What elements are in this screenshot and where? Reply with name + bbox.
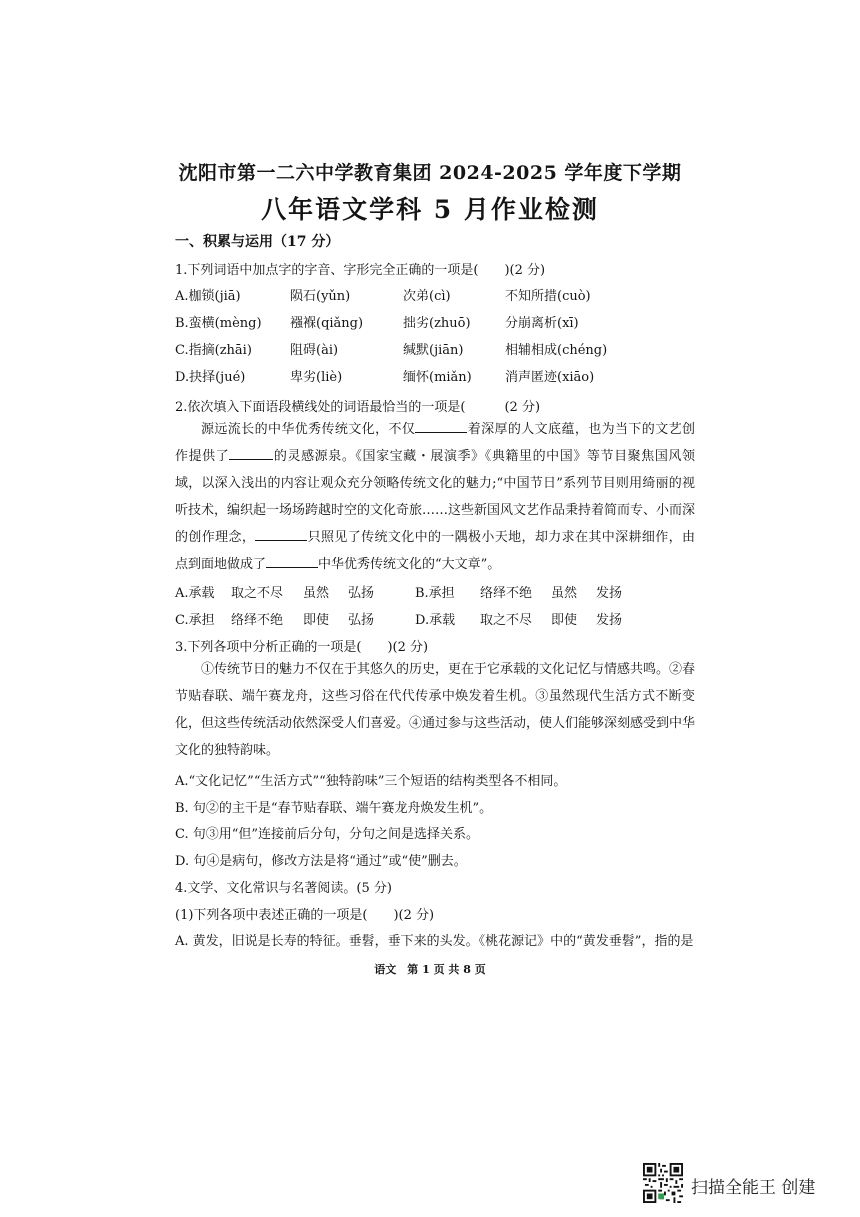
q1-option-word: D.抉择(jué) — [175, 370, 246, 385]
q1-stem: 1.下列词语中加点字的字音、字形完全正确的一项是( )(2 分) — [175, 263, 546, 278]
qr-code-icon — [643, 1163, 683, 1203]
q2-option-word: C.承担 — [175, 613, 215, 628]
q1-option-word: 不知所措(cuò) — [505, 289, 591, 304]
scanner-watermark — [643, 1163, 843, 1203]
q2-passage-text: 只照见了传统文化中的一隅极小天地，却力求在其中深耕细作，由点到面地做成了 — [175, 530, 695, 572]
q2-passage-text: 中华优秀传统文化的“大文章”。 — [318, 557, 501, 572]
q2-option-word: 取之不尽 — [231, 586, 284, 601]
q3-option-d: D. 句④是病句，修改方法是将“通过”或“使”删去。 — [175, 854, 467, 869]
q1-option-word: B.蛮横(mèng) — [175, 316, 262, 331]
q1-option-word: 阻碍(ài) — [290, 343, 339, 358]
q2-option-word: 虽然 — [551, 586, 578, 601]
answer-blank — [266, 555, 318, 568]
page-footer: 语文 第 1 页 共 8 页 — [374, 963, 486, 976]
q2-option-word: 即使 — [551, 613, 578, 628]
answer-blank — [229, 447, 273, 460]
q1-option-word: 缄默(jiān) — [403, 343, 464, 358]
q4-sub1-option-a: A. 黄发，旧说是长寿的特征。垂髫，垂下来的头发。《桃花源记》中的“黄发垂髫”，指的是 — [175, 934, 694, 949]
q2-passage-text: 源远流长的中华优秀传统文化，不仅 — [201, 422, 416, 437]
q2-option-word: 弘扬 — [348, 613, 375, 628]
q2-option-word: 发扬 — [596, 586, 623, 601]
q1-option-word: 相辅相成(chéng) — [505, 343, 608, 358]
q2-option-word: 弘扬 — [348, 586, 375, 601]
q1-option-word: 陨石(yǔn) — [290, 289, 351, 304]
q3-option-a: A.“文化记忆”“生活方式”“独特韵味”三个短语的结构类型各不相同。 — [175, 774, 567, 789]
q1-option-word: 分崩离析(xī) — [505, 316, 579, 331]
q2-passage-text: 着深厚的人文底蕴，也为当下的文艺创作提供了 — [175, 422, 695, 464]
q1-option-word: A.枷锁(jiā) — [175, 289, 241, 304]
q1-option-word: 卑劣(liè) — [290, 370, 343, 385]
q3-option-b: B. 句②的主干是“春节贴春联、端午赛龙舟焕发生机”。 — [175, 801, 493, 816]
q2-passage-text: 的灵感源泉。《国家宝藏・展演季》《典籍里的中国》等节目聚焦国风领域，以深入浅出的内容让观众充分领略传统文化的魅力;“中国节日”系列节目则用绮丽的视听技术，编织起一场场跨越时空的文化奇旅……这些新国风文艺作品秉持着简而专、小而深的创作理念， — [175, 449, 696, 545]
q4-stem: 4.文学、文化常识与名著阅读。(5 分) — [175, 881, 392, 896]
watermark-text: 扫描全能王 创建 — [691, 1178, 816, 1198]
q3-passage: ①传统节日的魅力不仅在于其悠久的历史，更在于它承载的文化记忆与情感共鸣。②春节贴春联、端午赛龙舟，这些习俗在代代传承中焕发着生机。③虽然现代生活方式不断变化，但这些传统活动依然深受人们喜爱。④通过参与这些活动，使人们能够深刻感受到中华文化的独特韵味。 — [175, 662, 696, 758]
q2-option-word: 即使 — [303, 613, 330, 628]
q2-option-word: A.承载 — [175, 586, 215, 601]
q2-passage — [175, 416, 695, 578]
q2-option-word: 虽然 — [303, 586, 330, 601]
q1-option-word: 缅怀(miǎn) — [403, 370, 472, 385]
q2-option-word: B.承担 — [415, 586, 455, 601]
q1-option-word: 襁褓(qiǎng) — [290, 316, 364, 331]
q2-option-word: 络绎不绝 — [231, 613, 284, 628]
q1-option-word: 拙劣(zhuō) — [403, 316, 471, 331]
q2-option-word: 取之不尽 — [480, 613, 533, 628]
q1-option-word: C.指摘(zhāi) — [175, 343, 252, 358]
q1-option-word: 消声匿迹(xiāo) — [505, 370, 595, 385]
q2-option-word: 发扬 — [596, 613, 623, 628]
q2-option-word: 络绎不绝 — [480, 586, 533, 601]
school-title: 沈阳市第一二六中学教育集团 2024-2025 学年度下学期 — [178, 162, 682, 184]
exam-title: 八年语文学科 5 月作业检测 — [261, 195, 599, 224]
section-title: 一、积累与运用（17 分） — [175, 234, 340, 250]
q2-option-word: D.承载 — [415, 613, 456, 628]
q2-stem: 2.依次填入下面语段横线处的词语最恰当的一项是( (2 分) — [175, 400, 541, 415]
answer-blank — [255, 528, 307, 541]
q3-stem: 3.下列各项中分析正确的一项是( )(2 分) — [175, 640, 429, 655]
q4-sub1-stem: (1)下列各项中表述正确的一项是( )(2 分) — [175, 908, 435, 923]
q1-option-word: 次弟(cì) — [403, 289, 451, 304]
q3-option-c: C. 句③用“但”连接前后分句，分句之间是选择关系。 — [175, 827, 480, 842]
answer-blank — [415, 420, 467, 433]
